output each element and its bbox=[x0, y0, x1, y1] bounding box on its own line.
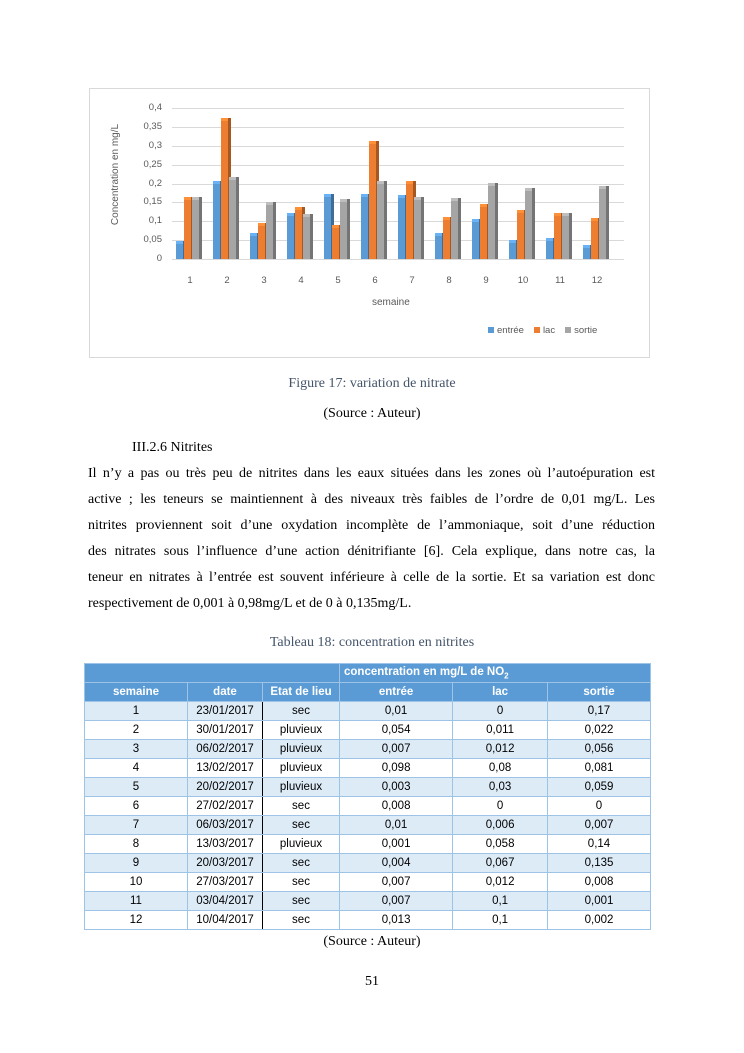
chart-bar-sortie bbox=[599, 189, 606, 259]
table-cell: 0,007 bbox=[340, 892, 453, 911]
table-cell: 0,054 bbox=[340, 721, 453, 740]
table-row bbox=[85, 873, 651, 892]
col-header-lac: lac bbox=[453, 683, 548, 702]
chart-bar-entree bbox=[250, 236, 257, 259]
paragraph-line: respectivement de 0,001 à 0,98mg/L et de 0 à 0,135mg/L. bbox=[88, 596, 412, 611]
table-cell: 2 bbox=[85, 721, 188, 740]
table-cell: 0,098 bbox=[340, 759, 453, 778]
chart-x-tick: 6 bbox=[372, 275, 378, 286]
table-cell: 0,008 bbox=[340, 797, 453, 816]
chart-gridline bbox=[172, 127, 624, 128]
legend-swatch bbox=[534, 327, 540, 333]
table-row bbox=[85, 854, 651, 873]
table-cell: 9 bbox=[85, 854, 188, 873]
table-row bbox=[85, 835, 651, 854]
chart-bar-sortie bbox=[414, 200, 421, 259]
nitrite-table bbox=[84, 663, 651, 930]
chart-y-axis-label: Concentration en mg/L bbox=[110, 123, 122, 226]
legend-item-sortie: sortie bbox=[565, 325, 597, 336]
table-cell: 0,14 bbox=[548, 835, 651, 854]
figure-caption: Figure 17: variation de nitrate bbox=[288, 376, 456, 391]
chart-bar-entree bbox=[546, 241, 553, 259]
table-cell: 27/03/2017 bbox=[188, 873, 263, 892]
table-row bbox=[85, 721, 651, 740]
col-header-etat: Etat de lieu bbox=[263, 683, 340, 702]
table-cell: 0,022 bbox=[548, 721, 651, 740]
chart-bar-sortie bbox=[340, 202, 347, 259]
table-cell: 0,013 bbox=[340, 911, 453, 930]
chart-bar-entree bbox=[287, 216, 294, 259]
table-cell: 0,01 bbox=[340, 702, 453, 721]
table-cell: 27/02/2017 bbox=[188, 797, 263, 816]
table-source: (Source : Auteur) bbox=[323, 934, 421, 949]
chart-x-tick: 3 bbox=[261, 275, 267, 286]
table-group-header: concentration en mg/L de $NO_2$ bbox=[340, 664, 651, 683]
chart-y-tick: 0,3 bbox=[148, 139, 162, 151]
table-cell: 0,012 bbox=[453, 873, 548, 892]
chart-bar-sortie bbox=[192, 200, 199, 259]
chart-bar-entree bbox=[583, 248, 590, 259]
chart-x-tick: 5 bbox=[335, 275, 341, 286]
col-header-date: date bbox=[188, 683, 263, 702]
table-cell: 0,03 bbox=[453, 778, 548, 797]
table-cell: pluvieux bbox=[263, 835, 340, 854]
chart-bar-sortie bbox=[266, 205, 273, 259]
chart-bar-lac bbox=[295, 210, 302, 259]
chart-bar-entree bbox=[472, 222, 479, 259]
chart-bar-lac bbox=[443, 220, 450, 259]
table-cell: 10/04/2017 bbox=[188, 911, 263, 930]
table-caption: Tableau 18: concentration en nitrites bbox=[269, 635, 475, 650]
table-cell: 0,1 bbox=[453, 892, 548, 911]
chart-bar-sortie bbox=[303, 217, 310, 259]
table-cell: sec bbox=[263, 873, 340, 892]
chart-bar-entree bbox=[324, 197, 331, 259]
chart-bar-lac bbox=[369, 144, 376, 259]
chart-bar-lac bbox=[184, 200, 191, 259]
table-cell: 06/03/2017 bbox=[188, 816, 263, 835]
chart-bar-lac bbox=[332, 228, 339, 259]
table-cell: 0,007 bbox=[340, 740, 453, 759]
paragraph-line: nitrites proviennent soit d’une oxydation incomplète de l’ammoniaque, soit d’une réduction bbox=[88, 518, 655, 533]
table-cell: 23/01/2017 bbox=[188, 702, 263, 721]
col-header-sortie: sortie bbox=[548, 683, 651, 702]
section-heading: III.2.6 Nitrites bbox=[132, 440, 213, 455]
chart-y-tick: 0,4 bbox=[148, 102, 162, 113]
chart-bar-entree bbox=[361, 197, 368, 259]
chart-x-tick: 1 bbox=[187, 275, 193, 286]
table-cell: sec bbox=[263, 892, 340, 911]
table-cell: 30/01/2017 bbox=[188, 721, 263, 740]
table-cell: 0,056 bbox=[548, 740, 651, 759]
table-cell: 0,006 bbox=[453, 816, 548, 835]
chart-bar-entree bbox=[509, 243, 516, 259]
chart-bar-sortie bbox=[562, 216, 569, 259]
table-cell: 0,17 bbox=[548, 702, 651, 721]
chart-x-tick: 2 bbox=[224, 275, 230, 286]
table-cell: 0,135 bbox=[548, 854, 651, 873]
table-row bbox=[85, 740, 651, 759]
chart-x-tick: 11 bbox=[555, 275, 565, 286]
paragraph-line: des nitrates sous l’influence d’une action dénitrifiante [6]. Cela explique, dans notre cas, la bbox=[88, 544, 655, 559]
legend-swatch bbox=[488, 327, 494, 333]
chart-bar-lac bbox=[554, 216, 561, 259]
chart-bar-sortie bbox=[451, 201, 458, 259]
table-cell: 03/04/2017 bbox=[188, 892, 263, 911]
chart-bar-lac bbox=[591, 221, 598, 259]
chart-gridline bbox=[172, 259, 624, 260]
chart-x-tick: 8 bbox=[446, 275, 452, 286]
table-cell: 0,011 bbox=[453, 721, 548, 740]
table-cell: sec bbox=[263, 702, 340, 721]
table-cell: 0,058 bbox=[453, 835, 548, 854]
chart-bar-lac bbox=[406, 184, 413, 260]
table-cell: 0,08 bbox=[453, 759, 548, 778]
chart-bar-lac bbox=[480, 207, 487, 259]
chart-bar-lac bbox=[221, 121, 228, 259]
chart-bar-sortie bbox=[525, 191, 532, 259]
chart-bar-lac bbox=[258, 226, 265, 259]
chart-x-tick: 7 bbox=[409, 275, 415, 286]
table-row bbox=[85, 892, 651, 911]
table-row bbox=[85, 816, 651, 835]
table-cell: 6 bbox=[85, 797, 188, 816]
table-cell: 20/03/2017 bbox=[188, 854, 263, 873]
chart-y-tick: 0,05 bbox=[143, 234, 162, 246]
chart-bar-entree bbox=[213, 184, 220, 260]
table-cell: 0,081 bbox=[548, 759, 651, 778]
table-cell: 10 bbox=[85, 873, 188, 892]
chart-y-tick: 0,2 bbox=[148, 177, 162, 189]
chart-bar-entree bbox=[398, 198, 405, 259]
table-cell: sec bbox=[263, 816, 340, 835]
table-cell: pluvieux bbox=[263, 778, 340, 797]
table-row bbox=[85, 778, 651, 797]
section-paragraph bbox=[88, 461, 655, 617]
chart-plot-area bbox=[90, 89, 649, 357]
table-cell: 0,003 bbox=[340, 778, 453, 797]
table-cell: 0 bbox=[548, 797, 651, 816]
table-cell: sec bbox=[263, 797, 340, 816]
chart-bar-entree bbox=[176, 244, 183, 259]
table-cell: 5 bbox=[85, 778, 188, 797]
paragraph-line: active ; les teneurs se maintiennent à des niveaux très faibles de l’ordre de 0,01 mg/L. Les bbox=[88, 492, 655, 507]
figure-source: (Source : Auteur) bbox=[323, 406, 421, 421]
paragraph-line: Il n’y a pas ou très peu de nitrites dans les eaux situées dans les zones où l’autoépuration est bbox=[88, 466, 655, 481]
table-cell: 8 bbox=[85, 835, 188, 854]
chart-legend bbox=[488, 325, 597, 336]
table-cell: pluvieux bbox=[263, 721, 340, 740]
page-number: 51 bbox=[365, 974, 379, 989]
table-row bbox=[85, 759, 651, 778]
table-cell: 0 bbox=[453, 797, 548, 816]
nitrate-chart bbox=[89, 88, 650, 358]
table-cell: pluvieux bbox=[263, 740, 340, 759]
table-cell: 0,004 bbox=[340, 854, 453, 873]
chart-y-tick: 0,1 bbox=[148, 215, 162, 227]
chart-x-tick: 12 bbox=[591, 275, 603, 286]
table-cell: 0 bbox=[453, 702, 548, 721]
table-cell: sec bbox=[263, 854, 340, 873]
chart-x-axis-label: semaine bbox=[372, 297, 410, 308]
col-header-entree: entrée bbox=[340, 683, 453, 702]
chart-gridline bbox=[172, 108, 624, 109]
table-cell: 0,059 bbox=[548, 778, 651, 797]
table-cell: 0,01 bbox=[340, 816, 453, 835]
table-cell: 13/02/2017 bbox=[188, 759, 263, 778]
table-row bbox=[85, 911, 651, 930]
chart-y-tick: 0,25 bbox=[143, 158, 162, 170]
paragraph-line: teneur en nitrates à l’entrée est souvent inférieure à celle de la sortie. Et sa variation est donc bbox=[88, 570, 655, 585]
chart-x-tick: 10 bbox=[517, 275, 529, 286]
col-header-semaine: semaine bbox=[85, 683, 188, 702]
table-cell: 11 bbox=[85, 892, 188, 911]
table-cell: 20/02/2017 bbox=[188, 778, 263, 797]
table-cell: 0,067 bbox=[453, 854, 548, 873]
legend-swatch bbox=[565, 327, 571, 333]
legend-item-entree: entrée bbox=[488, 325, 524, 336]
chart-bar-lac bbox=[517, 213, 524, 259]
chart-bar-sortie bbox=[377, 184, 384, 260]
table-cell: 0,007 bbox=[548, 816, 651, 835]
chart-x-tick: 9 bbox=[483, 275, 489, 286]
table-cell: 13/03/2017 bbox=[188, 835, 263, 854]
table-cell: 1 bbox=[85, 702, 188, 721]
table-cell: 0,1 bbox=[453, 911, 548, 930]
chart-y-tick: 0,15 bbox=[143, 196, 162, 208]
chart-y-tick: 0 bbox=[156, 253, 162, 264]
table-cell: 0,007 bbox=[340, 873, 453, 892]
table-row bbox=[85, 702, 651, 721]
table-cell: 4 bbox=[85, 759, 188, 778]
table-cell: 12 bbox=[85, 911, 188, 930]
table-cell: sec bbox=[263, 911, 340, 930]
table-cell: 06/02/2017 bbox=[188, 740, 263, 759]
chart-y-tick: 0,35 bbox=[143, 120, 162, 132]
chart-bar-sortie bbox=[229, 180, 236, 259]
table-cell: 0,012 bbox=[453, 740, 548, 759]
chart-gridline bbox=[172, 184, 624, 185]
table-cell: 0,001 bbox=[340, 835, 453, 854]
table-row bbox=[85, 797, 651, 816]
table-cell: 7 bbox=[85, 816, 188, 835]
table-cell: 0,002 bbox=[548, 911, 651, 930]
chart-bar-sortie bbox=[488, 186, 495, 259]
table-cell: 3 bbox=[85, 740, 188, 759]
chart-gridline bbox=[172, 146, 624, 147]
chart-gridline bbox=[172, 165, 624, 166]
chart-x-tick: 4 bbox=[298, 275, 304, 286]
table-cell: 0,001 bbox=[548, 892, 651, 911]
legend-item-lac: lac bbox=[534, 325, 555, 336]
table-body bbox=[85, 702, 651, 930]
table-cell: 0,008 bbox=[548, 873, 651, 892]
chart-bar-entree bbox=[435, 236, 442, 259]
table-cell: pluvieux bbox=[263, 759, 340, 778]
